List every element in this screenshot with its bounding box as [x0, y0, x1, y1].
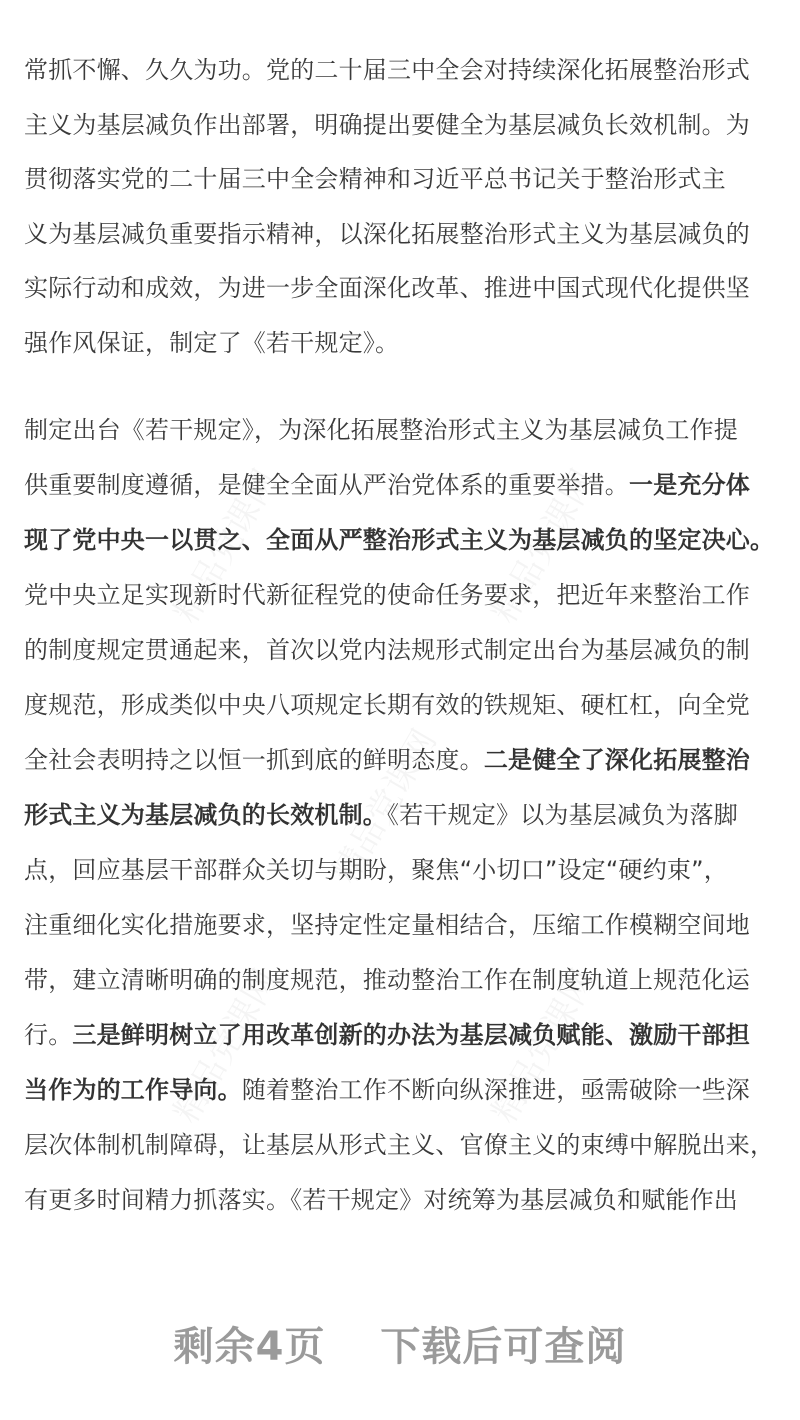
body-text: 注重细化实化措施要求，坚持定性定量相结合，压缩工作模糊空间地 — [24, 911, 750, 939]
paragraph-2-line — [24, 633, 784, 667]
paragraph-2-line — [24, 578, 784, 612]
paragraph-2-line — [24, 1183, 784, 1217]
bold-text: 现了党中央一以贯之、全面从严整治形式主义为基层减负的坚定决心。 — [24, 526, 775, 554]
paragraph-2-line — [24, 413, 784, 447]
body-text: 点，回应基层干部群众关切与期盼，聚焦“小切口”设定“硬约束”， — [24, 856, 728, 884]
bold-text: 三是鲜明树立了用改革创新的办法为基层减负赋能、激励干部担 — [72, 1021, 751, 1049]
body-text: 的制度规定贯通起来，首次以党内法规形式制定出台为基层减负的制 — [24, 636, 750, 664]
body-text: 随着整治工作不断向纵深推进，亟需破除一些深 — [241, 1076, 751, 1104]
paragraph-1-line — [24, 326, 784, 360]
body-text: 常抓不懈、久久为功。党的二十届三中全会对持续深化拓展整治形式 — [24, 56, 750, 84]
paragraph-2-line — [24, 523, 784, 557]
paragraph-2-line — [24, 688, 784, 722]
paragraph-2-line — [24, 798, 784, 832]
download-prompt[interactable] — [0, 1315, 800, 1372]
paragraph-2-line — [24, 908, 784, 942]
body-text: 带，建立清晰明确的制度规范，推动整治工作在制度轨道上规范化运 — [24, 966, 750, 994]
body-text: 供重要制度遵循，是健全全面从严治党体系的重要举措。 — [24, 471, 629, 499]
body-text: 全社会表明持之以恒一抓到底的鲜明态度。 — [24, 746, 484, 774]
paragraph-1-line — [24, 217, 784, 251]
paragraph-1-line — [24, 162, 784, 196]
paragraph-2-line — [24, 743, 784, 777]
body-text: 贯彻落实党的二十届三中全会精神和习近平总书记关于整治形式主 — [24, 165, 726, 194]
body-text: 层次体制机制障碍，让基层从形式主义、官僚主义的束缚中解脱出来， — [24, 1131, 775, 1159]
paragraph-2-line — [24, 1018, 784, 1052]
bold-text: 一是充分体 — [629, 471, 750, 499]
remaining-pages-label: 剩余4页 — [173, 1324, 326, 1370]
paragraph-2-line — [24, 963, 784, 997]
bold-text: 形式主义为基层减负的长效机制。 — [24, 801, 387, 829]
body-text: 强作风保证，制定了《若干规定》。 — [24, 329, 400, 357]
body-text: 党中央立足实现新时代新征程党的使命任务要求，把近年来整治工作 — [24, 581, 750, 609]
paragraph-2-line — [24, 1073, 784, 1107]
body-text: 《若干规定》以为基层减负为落脚 — [387, 801, 738, 829]
paragraph-2-line — [24, 468, 784, 502]
body-text: 制定出台《若干规定》，为深化拓展整治形式主义为基层减负工作提 — [24, 416, 738, 444]
body-text: 实际行动和成效，为进一步全面深化改革、推进中国式现代化提供坚 — [24, 274, 750, 303]
body-text: 行。 — [24, 1021, 73, 1049]
paragraph-1-line — [24, 271, 784, 305]
bold-text: 当作为的工作导向。 — [24, 1076, 242, 1104]
paragraph-1-line — [24, 53, 784, 87]
paragraph-2-line — [24, 853, 784, 887]
paragraph-1-line — [24, 108, 784, 142]
body-text: 主义为基层减负作出部署，明确提出要健全为基层减负长效机制。为 — [24, 110, 750, 139]
body-text: 度规范，形成类似中央八项规定长期有效的铁规矩、硬杠杠，向全党 — [24, 691, 750, 719]
paragraph-2-line — [24, 1128, 784, 1162]
download-hint-label: 下载后可查阅 — [380, 1324, 627, 1370]
bold-text: 二是健全了深化拓展整治 — [483, 746, 751, 774]
body-text: 义为基层减负重要指示精神，以深化拓展整治形式主义为基层减负的 — [24, 219, 750, 248]
body-text: 有更多时间精力抓落实。《若干规定》对统筹为基层减负和赋能作出 — [24, 1186, 738, 1214]
